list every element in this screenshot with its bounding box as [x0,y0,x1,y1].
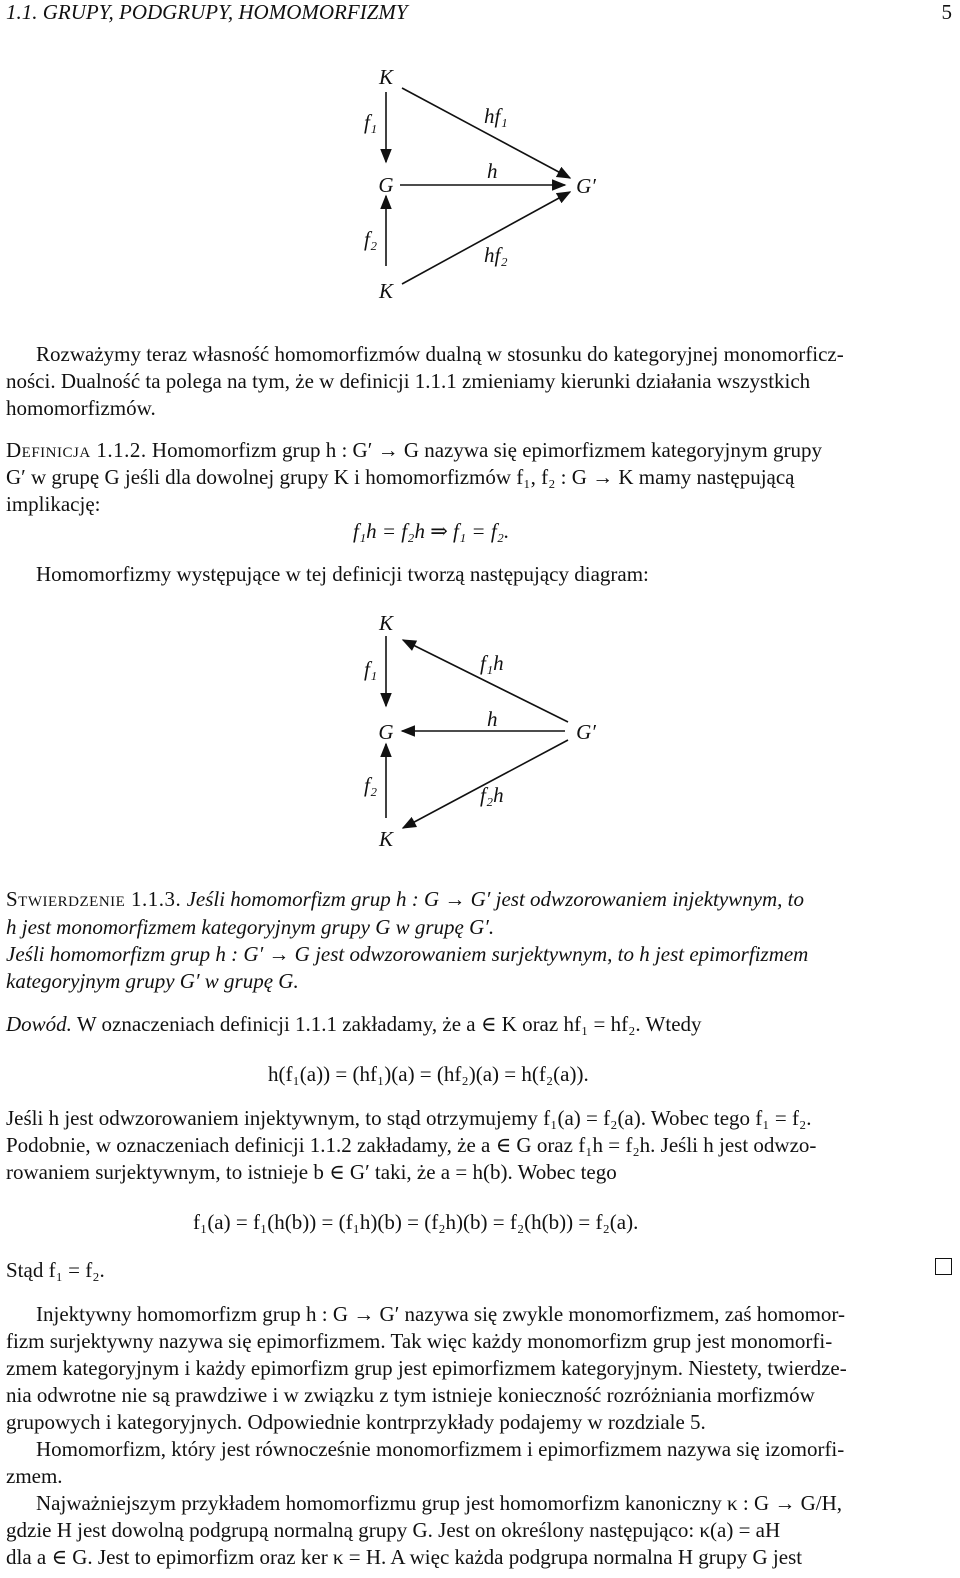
definition-line2: G′ w grupę G jeśli dla dowolnej grupy K i homomorfizmów f₁, f₂ : G → K mamy następującą [6,465,795,489]
definition-label: Definicja 1.1.2. [6,438,147,462]
para3-line1: Injektywny homomorfizm grup h : G → G′ nazywa się zwykle monomorfizmem, zaś homomor- [36,1302,845,1326]
para4-line1: Homomorfizm, który jest równocześnie monomorfizmem i epimorfizmem nazywa się izomorfi- [36,1437,845,1461]
node-k-top: K [378,65,394,89]
label-f2h: f₂h [480,783,504,807]
para4-line2: zmem. [6,1464,63,1488]
label-hf1: hf₁ [484,104,508,128]
section-title: 1.1. GRUPY, PODGRUPY, HOMOMORFIZMY [6,0,408,24]
proof-formula-1: h(f₁(a)) = (hf₁)(a) = (hf₂)(a) = h(f₂(a)). [268,1062,589,1086]
label-h: h [487,159,498,183]
para3-line2: fizm surjektywny nazywa się epimorfizmem. Tak więc każdy monomorfizm grup jest monomorfi- [6,1329,833,1353]
para3-line4: nia odwrotne nie są prawdziwe i w związku z tym istnieje konieczność rozróżniania morfizmów [6,1383,815,1407]
node-g: G [378,720,394,744]
proof-text-1: W oznaczeniach definicji 1.1.1 zakładamy, że a ∈ K oraz hf₁ = hf₂. Wtedy [76,1012,702,1036]
para2: Homomorfizmy występujące w tej definicji tworzą następujący diagram: [36,562,649,586]
node-k-bottom: K [378,279,394,303]
proof-label: Dowód. [6,1012,72,1036]
proof-formula-2: f₁(a) = f₁(h(b)) = (f₁h)(b) = (f₂h)(b) = f₂(h(b)) = f₂(a). [193,1210,639,1234]
label-h: h [487,707,498,731]
statement-label: Stwierdzenie 1.1.3. [6,887,182,911]
node-k-bottom: K [378,827,394,851]
para1-line3: homomorfizmów. [6,396,156,420]
definition-line1 [6,437,822,463]
label-f1h: f₁h [480,651,504,675]
label-f2: f₂ [364,773,378,797]
statement-line4: kategoryjnym grupy G′ w grupę G. [6,969,299,993]
definition-text-1: Homomorfizm grup h : G′ → G nazywa się epimorfizmem kategoryjnym grupy [151,438,822,462]
proof-line4: rowaniem surjektywnym, to istnieje b ∈ G′ taki, że a = h(b). Wobec tego [6,1160,617,1184]
node-g: G [378,173,394,197]
statement-line3: Jeśli homomorfizm grup h : G′ → G jest odwzorowaniem surjektywnym, to h jest epimorfizmem [6,942,809,966]
label-f1: f₁ [364,110,378,134]
para5-line1: Najważniejszym przykładem homomorfizmu grup jest homomorfizm kanoniczny κ : G → G/H, [36,1491,843,1515]
proof-line1 [6,1011,702,1037]
para1-line2: ności. Dualność ta polega na tym, że w definicji 1.1.1 zmieniamy kierunki działania wszystkich [6,369,811,393]
label-hf2: hf₂ [484,243,508,267]
proof-line3: Podobnie, w oznaczeniach definicji 1.1.2 zakładamy, że a ∈ G oraz f₁h = f₂h. Jeśli h jest odwzo- [6,1133,817,1157]
arrow-hf2 [402,192,570,284]
statement-text-1: Jeśli homomorfizm grup h : G → G′ jest odwzorowaniem injektywnym, to [186,887,805,911]
label-f2: f₂ [364,227,378,251]
proof-line2: Jeśli h jest odwzorowaniem injektywnym, to stąd otrzymujemy f₁(a) = f₂(a). Wobec tego f₁ = f₂. [6,1106,812,1130]
node-k-top: K [378,611,394,635]
definition-line3: implikację: [6,492,101,516]
commutative-diagram-2 [364,611,596,851]
arrow-hf1 [402,88,570,178]
para3-line5: grupowych i kategoryjnych. Odpowiednie kontrprzykłady podajemy w rozdziale 5. [6,1410,706,1434]
page-number: 5 [941,0,952,24]
para5-line2: gdzie H jest dowolną podgrupą normalną grupy G. Jest on określony następująco: κ(a) = aH [6,1518,781,1542]
label-f1: f₁ [364,657,378,681]
para3-line3: zmem kategoryjnym i każdy epimorfizm grup jest epimorfizmem kategoryjnym. Niestety, twierdze- [6,1356,847,1380]
para1-line1: Rozważymy teraz własność homomorfizmów dualną w stosunku do kategoryjnej monomorficz- [36,342,844,366]
commutative-diagram-1 [364,65,596,303]
qed-square-icon [935,1258,952,1275]
node-g-prime: G′ [576,174,596,198]
node-g-prime: G′ [576,720,596,744]
statement-line2: h jest monomorfizmem kategoryjnym grupy G w grupę G′. [6,915,495,939]
proof-line5: Stąd f₁ = f₂. [6,1258,105,1282]
statement-line1 [6,886,804,912]
definition-formula: f₁h = f₂h ⇒ f₁ = f₂. [353,519,510,543]
para5-line3: dla a ∈ G. Jest to epimorfizm oraz ker κ = H. A więc każda podgrupa normalna H grupy G jest [6,1545,803,1569]
